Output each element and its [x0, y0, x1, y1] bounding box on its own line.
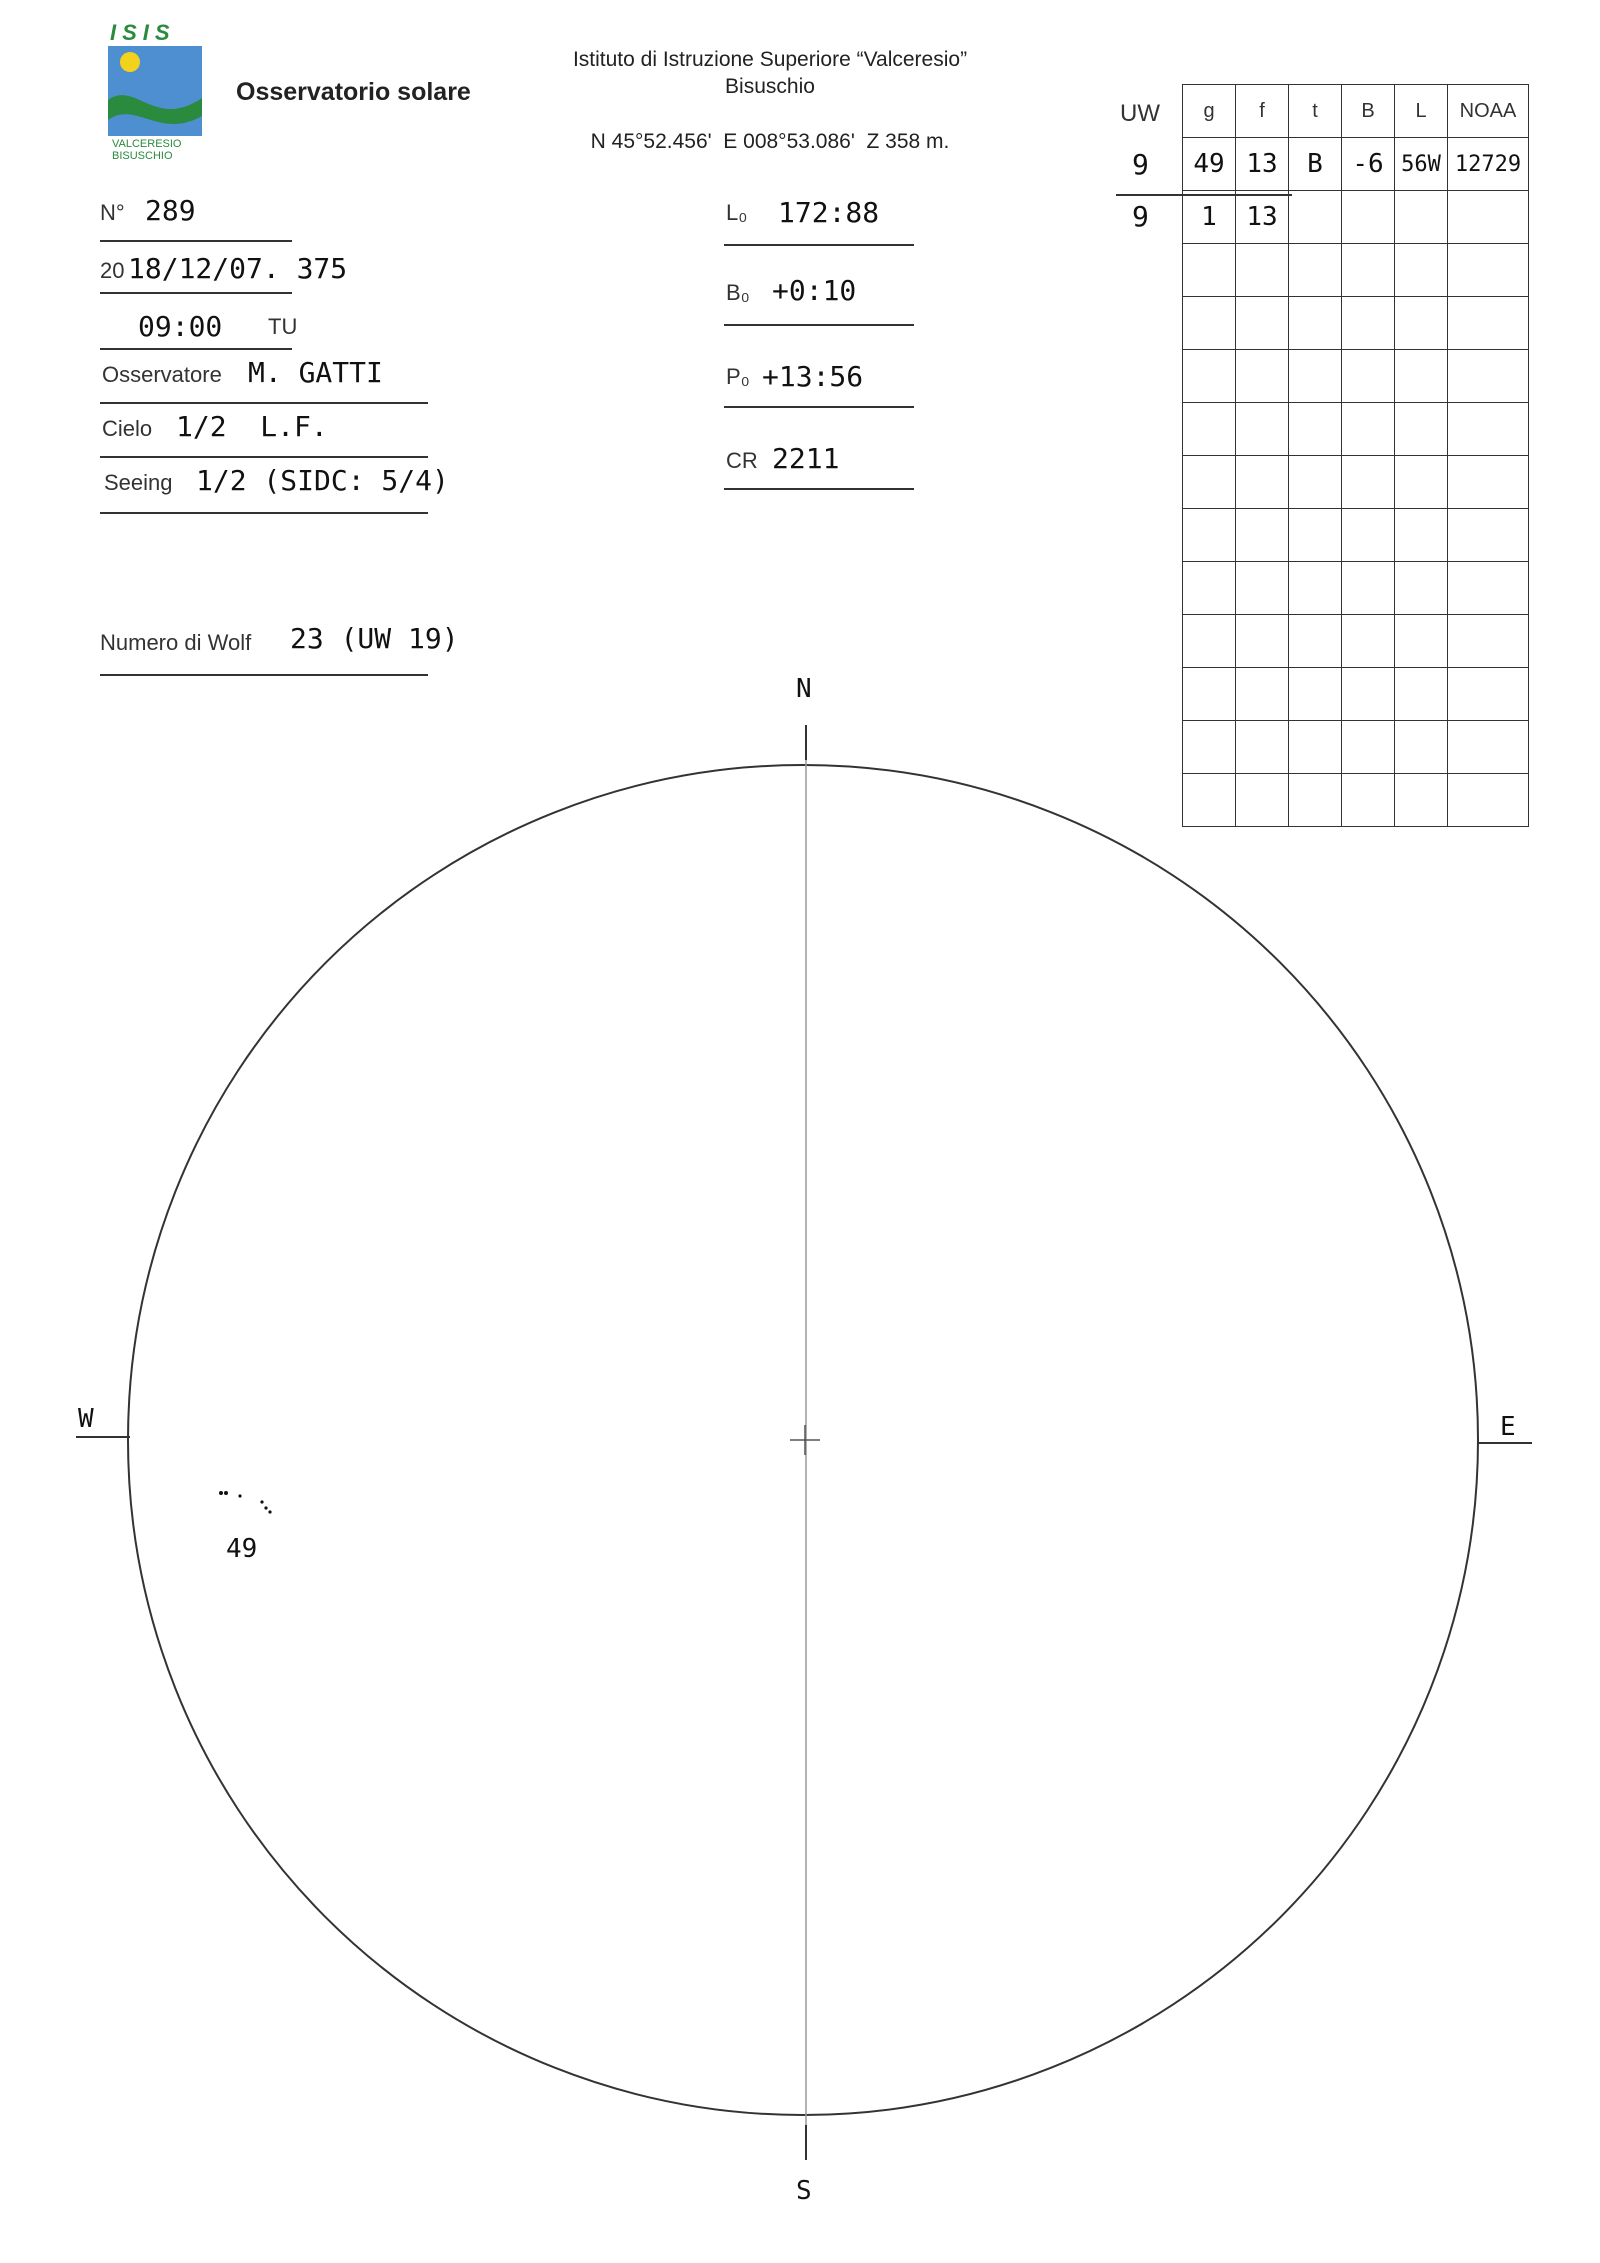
west-label: W — [78, 1404, 94, 1434]
date-value: 18/12/07. 375 — [128, 252, 348, 285]
uw-label: UW — [1120, 100, 1160, 127]
page-title: Osservatorio solare — [236, 78, 471, 106]
uw-value-2: 9 — [1132, 200, 1149, 233]
l0-label: L₀ — [726, 200, 748, 225]
seeing-label: Seeing — [104, 470, 173, 495]
group-label: 49 — [226, 1534, 258, 1564]
cell-f: 13 — [1236, 191, 1289, 244]
wolf-label: Numero di Wolf — [100, 630, 252, 655]
sunspot-group-49 — [219, 1491, 272, 1514]
b0-label: B₀ — [726, 280, 750, 305]
logo-mark-text: ISIS — [110, 20, 176, 45]
wolf-value: 23 (UW 19) — [290, 622, 459, 655]
cell-l: 56W — [1395, 138, 1448, 191]
sky-label: Cielo — [102, 416, 153, 441]
cell-g: 1 — [1183, 191, 1236, 244]
col-header-f: f — [1236, 85, 1289, 138]
p0-value: +13:56 — [762, 360, 864, 393]
col-header-b: B — [1342, 85, 1395, 138]
col-header-g: g — [1183, 85, 1236, 138]
col-header-l: L — [1395, 85, 1448, 138]
uw-value-1: 9 — [1132, 148, 1149, 181]
p0-label: P₀ — [726, 364, 750, 389]
date-prefix: 20 — [100, 258, 125, 283]
col-header-t: t — [1289, 85, 1342, 138]
l0-value: 172:88 — [778, 196, 880, 229]
south-label: S — [796, 2176, 812, 2206]
cr-value: 2211 — [772, 442, 840, 475]
cell-noaa: 12729 — [1448, 138, 1529, 191]
institute-name: Istituto di Istruzione Superiore “Valceresio” — [572, 48, 968, 71]
number-value: 289 — [145, 194, 196, 227]
time-unit: TU — [268, 314, 298, 339]
logo-caption-2: BISUSCHIO — [112, 150, 173, 162]
time-value: 09:00 — [138, 310, 223, 343]
seeing-value: 1/2 (SIDC: 5/4) — [196, 464, 449, 497]
cell-t: B — [1289, 138, 1342, 191]
station-coordinates: N 45°52.456' E 008°53.086' Z 358 m. — [590, 130, 950, 153]
observer-label: Osservatore — [102, 362, 222, 387]
institute-town: Bisuschio — [725, 75, 815, 98]
cr-label: CR — [726, 448, 758, 473]
b0-value: +0:10 — [772, 274, 857, 307]
cell-b: -6 — [1342, 138, 1395, 191]
north-label: N — [796, 674, 812, 704]
number-label: N° — [100, 200, 125, 225]
observer-value: M. GATTI — [248, 356, 383, 389]
cell-f: 13 — [1236, 138, 1289, 191]
sky-value: 1/2 L.F. — [176, 410, 328, 443]
col-header-noaa: NOAA — [1448, 85, 1529, 138]
cell-g: 49 — [1183, 138, 1236, 191]
east-label: E — [1500, 1412, 1516, 1442]
logo-caption-1: VALCERESIO — [112, 138, 182, 150]
